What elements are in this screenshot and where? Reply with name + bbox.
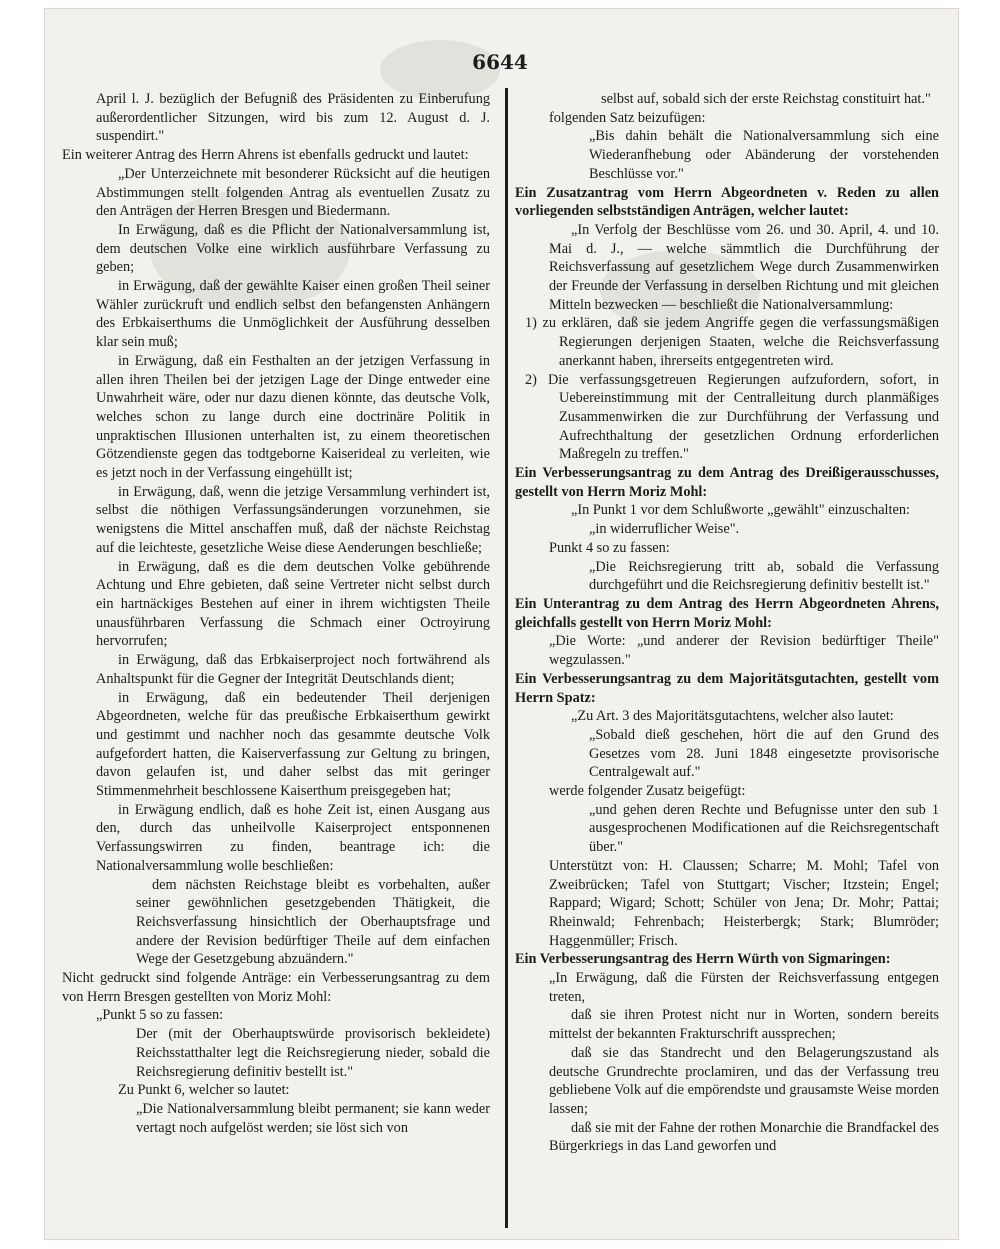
paragraph: „Der Unterzeichnete mit besonderer Rücksicht auf die heutigen Abstimmungen stellt folgenden Antrag als eventuellen Zusatz zu den Anträgen der Herren Bresgen und Biedermann. bbox=[96, 165, 490, 220]
paragraph: daß sie ihren Protest nicht nur in Worten, sondern bereits mittelst der bekannten Frakturschrift aussprechen; bbox=[549, 1007, 939, 1043]
paragraph: in Erwägung, daß, wenn die jetzige Versammlung verhindert ist, selbst die nöthigen Verfassungsänderungen vorzunehmen, sie wenigstens die Mittel anschaffen muß, daß der nächste Reichstag auf die leichteste, gesetzliche Weise diese Aenderungen beschließe; bbox=[96, 483, 490, 556]
paragraph: „Zu Art. 3 des Majoritätsgutachtens, welcher also lautet: bbox=[571, 708, 894, 725]
paragraph: 2) Die verfassungsgetreuen Regierungen aufzufordern, sofort, in Uebereinstimmung mit der Centralleitung durch planmäßiges Zusammenwirken die zur Durchführung der Verfassung und Aufrechthaltung der gesetzlichen Ordnung erforderlichen Maßregeln zu treffen." bbox=[525, 371, 939, 463]
paragraph: selbst auf, sobald sich der erste Reichstag constituirt hat." bbox=[601, 91, 931, 107]
paragraph: folgenden Satz beizufügen: bbox=[549, 109, 706, 126]
paragraph: 1) zu erklären, daß sie jedem Angriffe gegen die verfassungsmäßigen Regierungen derjenigen Staaten, welche die Reichsverfassung anerkannt haben, ihrerseits entgegentreten wird. bbox=[525, 315, 939, 369]
paragraph: Der (mit der Oberhauptswürde provisorisch bekleidete) Reichsstatthalter legt die Reichsregierung nieder, sobald die Reichsregierung definitiv bestellt ist." bbox=[136, 1026, 490, 1080]
paragraph: in Erwägung, daß der gewählte Kaiser einen großen Theil seiner Wähler zurückruft und endlich selbst den befangensten Anhängern des Erbkaiserthums die Unmöglichkeit der Ausführung desselben klar sein muß; bbox=[96, 278, 490, 351]
paragraph: „in widerruflicher Weise". bbox=[589, 521, 740, 538]
paragraph: „Die Nationalversammlung bleibt permanent; sie kann weder vertagt noch aufgelöst werden; sie löst sich von bbox=[136, 1100, 490, 1136]
paragraph: dem nächsten Reichstage bleibt es vorbehalten, außer seiner gewöhnlichen gesetzgebenden Thätigkeit, die Reichsverfassung hinsichtlich der Oberhauptsfrage und andere der Revision bedürftiger Theile auf dem einfachen Wege der Gesetzgebung abzuändern." bbox=[136, 876, 490, 968]
paragraph: daß sie das Standrecht und den Belagerungszustand als deutsche Grundrechte proclamiren, und das der Verfassung treu gebliebene Volk auf die empörendste und grausamste Weise morden lassen; bbox=[549, 1044, 939, 1117]
paragraph: Ein Verbesserungsantrag zu dem Antrag des Dreißigerausschusses, gestellt von Herrn Moriz Mohl: bbox=[515, 465, 939, 500]
paragraph: Ein Verbesserungsantrag zu dem Majoritätsgutachten, gestellt vom Herrn Spatz: bbox=[515, 670, 939, 706]
paragraph: „In Verfolg der Beschlüsse vom 26. und 30. April, 4. und 10. Mai d. J., — welche sämmtlich die Durchführung der Reichsverfassung auf gesetzlichem Wege durch Zusammenwirken der Freunde der Verfassung in derselben Richtung und mit gleichen Mitteln bezwecken — beschließt die Nationalversammlung: bbox=[549, 221, 939, 313]
paragraph: „In Punkt 1 vor dem Schlußworte „gewählt" einzuschalten: bbox=[571, 502, 910, 519]
column-divider bbox=[505, 88, 508, 1228]
paragraph: in Erwägung, daß ein Festhalten an der jetzigen Verfassung in allen ihren Theilen bei der jetzigen Lage der Dinge entweder eine Unwahrheit wäre, oder nur dazu dienen könnte, das deutsche Volk, welches schon zu lange durch eine doctrinäre Politik in unpraktischen Illusionen unterhalten ist, zu einem theoretischen Götzendienste gegen das todtgeborne Kaiserideal zu verleiten, wie es jetzt noch in der Verfassung eingehüllt ist; bbox=[96, 352, 490, 482]
paragraph: werde folgender Zusatz beigefügt: bbox=[549, 783, 746, 800]
paragraph: Ein Verbesserungsantrag des Herrn Würth von Sigmaringen: bbox=[515, 951, 891, 968]
paragraph: „und gehen deren Rechte und Befugnisse unter den sub 1 ausgesprochenen Modificationen auf die Reichsregentschaft über." bbox=[589, 801, 939, 856]
paragraph: „In Erwägung, daß die Fürsten der Reichsverfassung entgegen treten, bbox=[549, 970, 939, 1005]
paragraph: in Erwägung, daß es die dem deutschen Volke gebührende Achtung und Ehre gebieten, daß seine Vertreter nicht selbst durch ein hartnäckiges Bestehen auf einer in ihrem wichtigsten Theile unausführbaren Verfassung die Schmach einer Octroyirung hervorrufen; bbox=[96, 558, 490, 650]
paragraph: daß sie mit der Fahne der rothen Monarchie die Brandfackel des Bürgerkriegs in das Land geworfen und bbox=[549, 1119, 939, 1155]
paragraph: Nicht gedruckt sind folgende Anträge: ein Verbesserungsantrag zu dem von Herrn Bresgen gestellten von Moriz Mohl: bbox=[62, 970, 490, 1005]
paragraph: „Sobald dieß geschehen, hört die auf den Grund des Gesetzes vom 28. Juni 1848 eingesetzte provisorische Centralgewalt auf." bbox=[589, 726, 939, 781]
paragraph: Unterstützt von: H. Claussen; Scharre; M. Mohl; Tafel von Zweibrücken; Tafel von Stuttgart; Vischer; Itzstein; Engel; Rappard; Wigard; Schott; Schüler von Jena; Dr. Mohr; Pattai; Rheinwald; Fehrenbach; Heisterbergk; Stark; Blumröder; Haggenmüller; Frisch. bbox=[549, 857, 939, 949]
left-column bbox=[62, 90, 490, 1137]
paragraph: Punkt 4 so zu fassen: bbox=[549, 539, 670, 556]
paragraph: „Die Worte: „und anderer der Revision bedürftiger Theile" wegzulassen." bbox=[549, 633, 939, 669]
paragraph: „Punkt 5 so zu fassen: bbox=[96, 1007, 224, 1024]
right-column bbox=[515, 90, 939, 1156]
paragraph: in Erwägung endlich, daß es hohe Zeit ist, einen Ausgang aus den, durch das unheilvolle Kaiserproject entsponnenen Verfassungswirren zu finden, beantrage ich: die Nationalversammlung wolle beschließen: bbox=[96, 801, 490, 874]
paragraph: in Erwägung, daß ein bedeutender Theil derjenigen Abgeordneten, welche für das preußische Erbkaiserthum gewirkt und gestimmt und nachher noch das gesammte deutsche Volk aufgefordert hatten, die Kaiserverfassung zur Geltung zu bringen, davon gelaufen ist, und daher selbst das mit geringer Stimmenmehrheit beschlossene Kaiserthum preisgegeben hat; bbox=[96, 689, 490, 800]
paragraph: „Bis dahin behält die Nationalversammlung sich eine Wiederanfhebung oder Abänderung der vorstehenden Beschlüsse vor." bbox=[589, 128, 939, 182]
paragraph: April l. J. bezüglich der Befugniß des Präsidenten zu Einberufung außerordentlicher Sitzungen, wird bis zum 12. August d. J. suspendirt." bbox=[96, 91, 490, 145]
paragraph: in Erwägung, daß das Erbkaiserproject noch fortwährend als Anhaltspunkt für die Gegner der Integrität Deutschlands dient; bbox=[96, 652, 490, 687]
paragraph: „Die Reichsregierung tritt ab, sobald die Verfassung durchgeführt und die Reichsregierung definitiv bestellt ist." bbox=[589, 558, 939, 594]
page-number: 6644 bbox=[472, 50, 528, 74]
paragraph: Ein weiterer Antrag des Herrn Ahrens ist ebenfalls gedruckt und lautet: bbox=[62, 147, 469, 164]
paragraph: Zu Punkt 6, welcher so lautet: bbox=[118, 1082, 290, 1099]
paragraph: Ein Zusatzantrag vom Herrn Abgeordneten v. Reden zu allen vorliegenden selbstständigen Anträgen, welcher lautet: bbox=[515, 184, 939, 220]
paragraph: Ein Unterantrag zu dem Antrag des Herrn Abgeordneten Ahrens, gleichfalls gestellt von Herrn Moriz Mohl: bbox=[515, 595, 939, 631]
paragraph: In Erwägung, daß es die Pflicht der Nationalversammlung ist, dem deutschen Volke eine wirklich ausführbare Verfassung zu geben; bbox=[96, 221, 490, 276]
